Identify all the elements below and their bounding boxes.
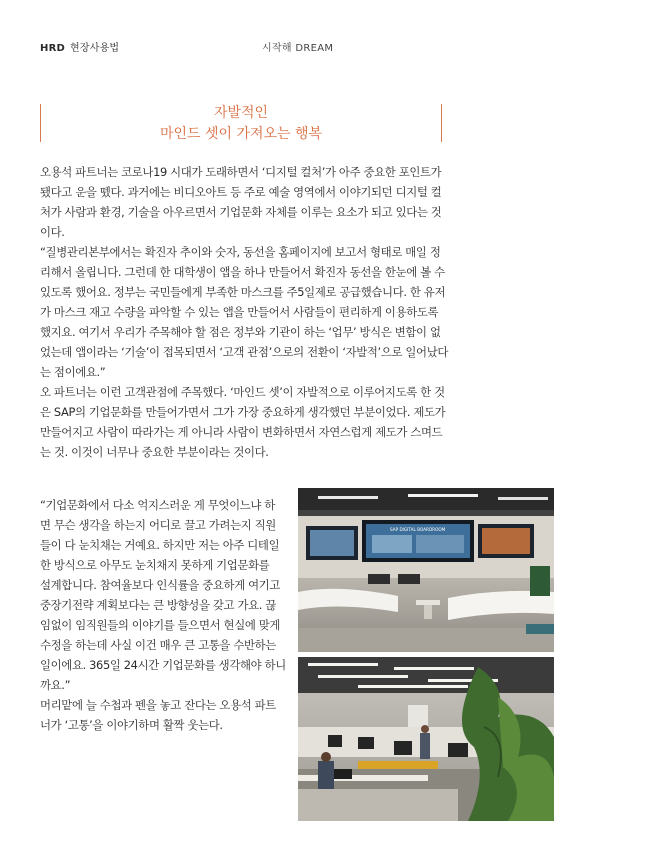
body-line: 처가 사람과 환경, 기술을 아우르면서 기업문화 자체를 이루는 요소가 되고 있다는 것 bbox=[40, 205, 442, 219]
body-line: 머리맡에 늘 수첩과 펜을 놓고 잔다는 오용석 파트 bbox=[40, 698, 276, 712]
office-photo bbox=[298, 657, 554, 821]
body-line: 까요.” bbox=[40, 678, 71, 692]
body-line: 설계합니다. 참여율보다 인식률을 중요하게 여기고 bbox=[40, 578, 281, 592]
magazine-brand: HRD bbox=[40, 43, 65, 54]
body-line: 수정을 하는데 사실 이건 매우 큰 고통을 수반하는 bbox=[40, 638, 276, 652]
title-line-2: 마인드 셋이 가져오는 행복 bbox=[159, 126, 323, 142]
body-line: 는 점이에요.” bbox=[40, 365, 106, 379]
body-line: “질병관리본부에서는 확진자 추이와 숫자, 동선을 홈페이지에 보고서 형태로 매일 정 bbox=[40, 245, 441, 259]
body-line: 가 마스크 재고 수량을 파악할 수 있는 앱을 만들어서 사람들이 편리하게 이용하도록 bbox=[40, 305, 439, 319]
body-line: 이다. bbox=[40, 225, 65, 239]
running-header bbox=[40, 39, 119, 54]
article-body bbox=[40, 162, 449, 462]
body-line: 는 것. 이것이 너무나 중요한 부분이라는 것이다. bbox=[40, 445, 269, 459]
body-line: 중장기전략 계획보다는 큰 방향성을 갖고 가요. 끊 bbox=[40, 598, 276, 612]
body-line: 했지요. 여기서 우리가 주목해야 할 점은 정부와 기관이 하는 ‘업무’ 방식은 변함이 없 bbox=[40, 325, 441, 339]
title-line-1: 자발적인 bbox=[213, 105, 269, 121]
body-line: 었는데 앱이라는 ‘기술’이 접목되면서 ‘고객 관점’으로의 전환이 ‘자발적’으로 일어났다 bbox=[40, 345, 449, 359]
article-body-column bbox=[40, 495, 284, 735]
body-line: 오용석 파트너는 코로나19 시대가 도래하면서 ‘디지털 컬처’가 아주 중요한 포인트가 bbox=[40, 165, 442, 179]
body-line: 오 파트너는 이런 고객관점에 주목했다. ‘마인드 셋’이 자발적으로 이루어지도록 한 것 bbox=[40, 385, 445, 399]
boardroom-photo bbox=[298, 488, 554, 652]
body-line: 너가 ‘고통’을 이야기하며 활짝 웃는다. bbox=[40, 718, 223, 732]
body-line: 만들어지고 사람이 따라가는 게 아니라 사람이 변화하면서 자연스럽게 제도가 스며드 bbox=[40, 425, 443, 439]
body-line: 있도록 했어요. 정부는 국민들에게 부족한 마스크를 주5일제로 공급했습니다. 한 유저 bbox=[40, 285, 446, 299]
body-line: 면 무슨 생각을 하는지 어디로 끌고 가려는지 직원 bbox=[40, 518, 276, 532]
body-line: 은 SAP의 기업문화를 만들어가면서 그가 가장 중요하게 생각했던 부분이었다. 제도가 bbox=[40, 405, 446, 419]
series-name: 시작해 DREAM bbox=[262, 43, 334, 54]
body-line: 임없이 임직원들의 이야기를 들으면서 현실에 맞게 bbox=[40, 618, 281, 632]
body-line: 리해서 올립니다. 그런데 한 대학생이 앱을 하나 만들어서 확진자 동선을 한눈에 볼 수 bbox=[40, 265, 445, 279]
section-name: 현장사용법 bbox=[69, 43, 120, 54]
body-line: 한 방식으로 아무도 눈치채지 못하게 기업문화를 bbox=[40, 558, 270, 572]
body-line: 됐다고 운을 뗐다. 과거에는 비디오아트 등 주로 예술 영역에서 이야기되던 디지털 컬 bbox=[40, 185, 442, 199]
body-line: 일이에요. 365일 24시간 기업문화를 생각해야 하니 bbox=[40, 658, 286, 672]
screen-label: SAP DIGITAL BOARDROOM bbox=[390, 527, 446, 532]
body-line: “기업문화에서 다소 억지스러운 게 무엇이느냐 하 bbox=[40, 498, 275, 512]
section-title bbox=[40, 104, 442, 142]
body-line: 들이 다 눈치채는 거예요. 하지만 저는 아주 디테일 bbox=[40, 538, 280, 552]
